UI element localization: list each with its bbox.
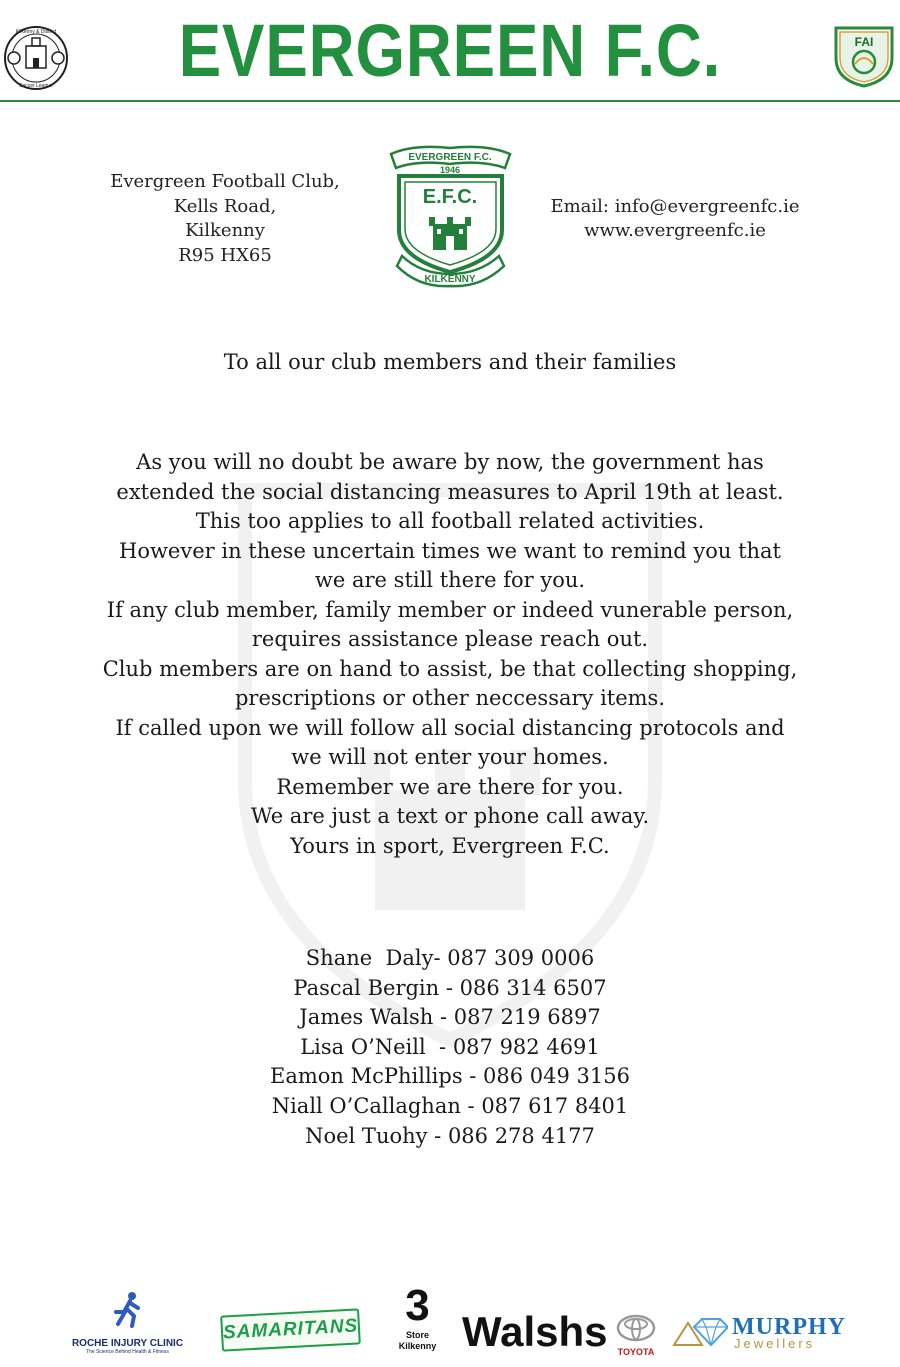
crest-year: 1946 [439, 165, 461, 175]
crest-initials: E.F.C. [422, 186, 478, 208]
body-line: However in these uncertain times we want to remind you that [119, 538, 781, 563]
roche-tagline: The Science Behind Health & Fitness [86, 1349, 169, 1355]
contact-entry: James Walsh - 087 219 6897 [299, 1005, 601, 1030]
three-store-label: Store [405, 1330, 429, 1340]
murphy-name: MURPHY [732, 1314, 846, 1340]
samaritans-logo: SAMARITANS [220, 1308, 361, 1351]
contact-entry: Noel Tuohy - 086 278 4177 [305, 1123, 595, 1148]
three-store-logo [390, 1282, 445, 1352]
three-digit: 3 [405, 1281, 430, 1330]
club-crest [383, 140, 518, 295]
contact-entry: Eamon McPhillips - 086 049 3156 [269, 1064, 630, 1089]
fai-badge [830, 22, 898, 90]
murphy-jewellers-logo [672, 1314, 846, 1355]
toyota-emblem-icon [616, 1314, 656, 1342]
body-line: Yours in sport, Evergreen F.C. [290, 833, 610, 858]
diamond-icon [672, 1315, 728, 1351]
letterhead-header [0, 0, 900, 102]
body-line: We are just a text or phone call away. [250, 804, 650, 828]
three-city-label: Kilkenny [398, 1341, 437, 1351]
email-address[interactable]: Email: info@evergreenfc.ie [550, 196, 800, 217]
crest-top-text: EVERGREEN F.C. [408, 152, 492, 163]
letter-body [60, 448, 840, 861]
body-line: extended the social distancing measures to April 19th at least. [116, 479, 784, 504]
club-contact [545, 195, 805, 243]
walshs-logo: Walshs [462, 1308, 608, 1355]
crest-bottom-text: KILKENNY [424, 274, 476, 285]
sponsor-strip [0, 1280, 900, 1367]
body-line: This too applies to all football related activities. [195, 509, 705, 533]
address-line: Kells Road, [173, 195, 277, 217]
contact-entry: Niall O’Callaghan - 087 617 8401 [271, 1093, 629, 1118]
club-address [100, 170, 350, 268]
left-badge-bottom-text: Soccer League [19, 83, 53, 89]
contact-entry: Lisa O’Neill - 087 982 4691 [300, 1034, 600, 1059]
letter-greeting: To all our club members and their families [223, 350, 677, 374]
contact-entry: Shane Daly- 087 309 0006 [305, 946, 595, 970]
body-line: Club members are on hand to assist, be that collecting shopping, [102, 656, 798, 681]
body-line: If any club member, family member or indeed vunerable person, [106, 597, 794, 622]
contact-list [0, 944, 900, 1151]
body-line: As you will no doubt be aware by now, the government has [136, 450, 764, 474]
toyota-label: TOYOTA [617, 1347, 655, 1357]
website-link[interactable]: www.evergreenfc.ie [584, 220, 766, 241]
address-line: Evergreen Football Club, [110, 171, 340, 192]
toyota-logo [612, 1314, 660, 1357]
murphy-sub: Jewellers [734, 1336, 816, 1351]
runner-icon [108, 1290, 148, 1330]
body-line: If called upon we will follow all social distancing protocols and [115, 715, 785, 740]
body-line: prescriptions or other neccessary items. [234, 686, 666, 710]
kilkenny-league-badge [2, 24, 70, 92]
left-badge-top-text: Kilkenny & District [15, 29, 57, 35]
address-line: Kilkenny [185, 220, 265, 241]
body-line: requires assistance please reach out. [251, 627, 649, 651]
fai-badge-text: FAI [854, 35, 874, 49]
club-title: EVERGREEN F.C. [178, 9, 722, 92]
body-line: we will not enter your homes. [291, 745, 609, 769]
roche-name: ROCHE INJURY CLINIC [71, 1338, 184, 1349]
body-line: Remember we are there for you. [276, 774, 624, 799]
contact-entry: Pascal Bergin - 086 314 6507 [293, 975, 607, 1000]
body-line: we are still there for you. [314, 568, 586, 592]
address-line: R95 HX65 [178, 244, 272, 266]
roche-injury-clinic-logo [60, 1290, 195, 1355]
